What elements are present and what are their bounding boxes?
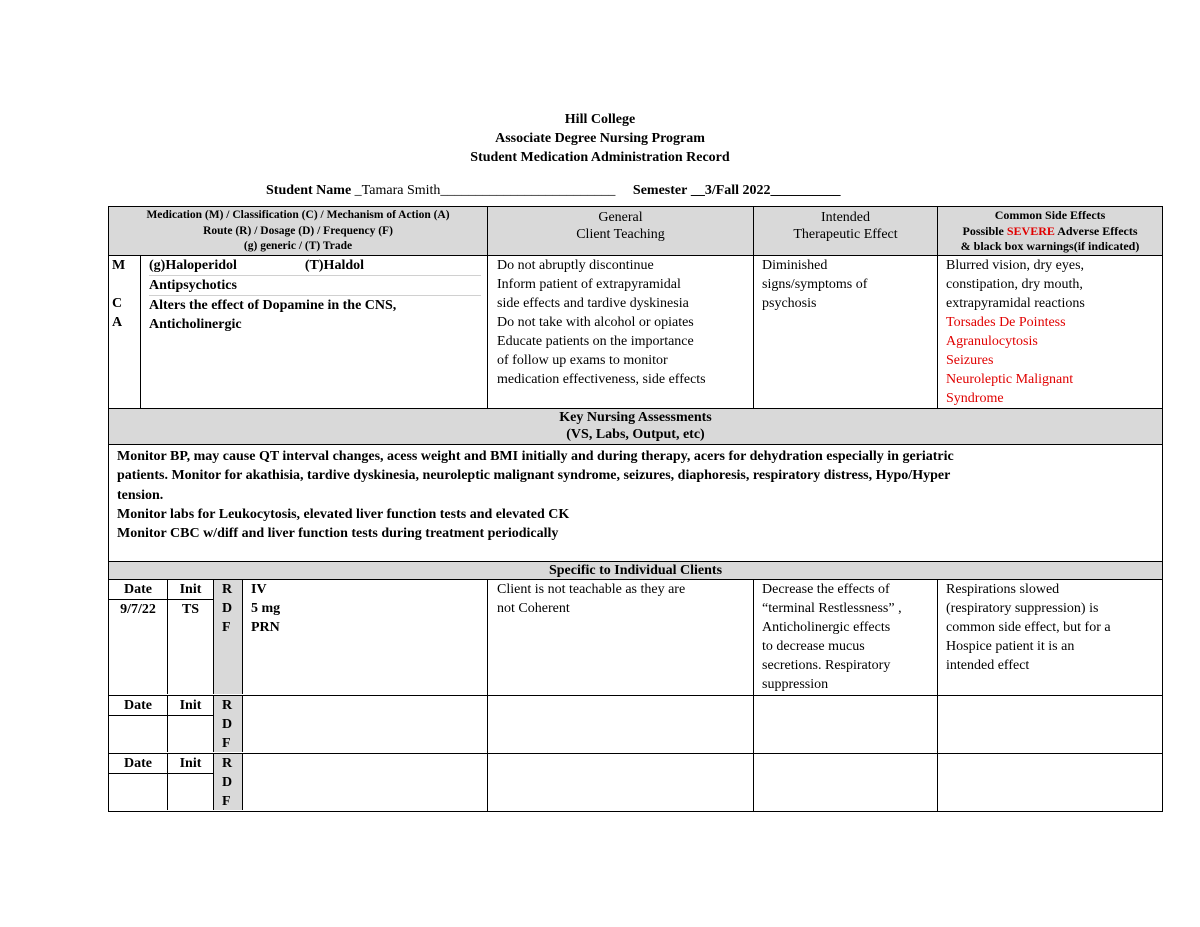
effect-line: “terminal Restlessness” , [762,601,902,616]
letter-a: A [112,315,123,330]
teaching-line: of follow up exams to monitor [497,353,668,368]
dose-value: 5 mg [251,601,281,616]
effect-line: to decrease mucus [762,639,865,654]
trade-name: (T)Haldol [304,258,365,273]
side-effect-line: constipation, dry mouth, [946,277,1083,292]
college-name: Hill College [564,112,636,127]
col-header-side-pre: Possible [962,223,1007,238]
side-line: Hospice patient it is an [946,639,1075,654]
col-header-medication-line2: Route (R) / Dosage (D) / Frequency (F) [203,224,393,237]
date-label: Date [109,696,167,716]
entry-2-side [938,696,1163,754]
entry-1-effect [754,580,938,696]
letter-f: F [222,620,231,635]
student-name-value: _Tamara Smith_________________________ [354,183,616,198]
col-header-side-effects [938,207,1163,256]
teaching-line: Inform patient of extrapyramidal [497,277,681,292]
severe-effect-line: Torsades De Pointess [946,315,1066,330]
rdf-column [214,754,243,810]
effect-line: Anticholinergic effects [762,620,891,635]
severe-effect-line: Seizures [946,353,994,368]
route-dose-freq [243,696,487,752]
teaching-line: side effects and tardive dyskinesia [497,296,689,311]
letter-spacer [112,275,137,294]
assessments-title: Key Nursing Assessments [559,410,712,425]
route-dose-freq [243,754,487,810]
col-header-side-line1: Common Side Effects [994,208,1106,222]
init-value: TS [181,602,200,617]
letter-d: D [222,775,233,790]
route-value: IV [251,582,267,597]
generic-name: (g)Haloperidol [149,258,237,273]
entry-row-2-left [109,696,488,754]
side-line: Respirations slowed [946,582,1060,597]
classification: Antipsychotics [149,276,481,296]
letter-d: D [222,601,233,616]
route-dose-freq [243,580,487,694]
col-header-teaching-line1: General [598,210,643,225]
col-header-side-post: Adverse Effects [1054,223,1138,238]
teaching-line: Do not abruptly discontinue [497,258,654,273]
severe-effect-line: Syndrome [946,391,1004,406]
effect-line: Diminished [762,258,828,273]
letter-r: R [222,698,233,713]
teaching-line: medication effectiveness, side effects [497,372,706,387]
medication-names [149,256,481,276]
date-column [109,580,168,694]
side-line: common side effect, but for a [946,620,1111,635]
freq-value: PRN [251,620,280,635]
teaching-line: not Coherent [497,601,570,616]
col-header-teaching-line2: Client Teaching [576,227,665,242]
client-teaching [488,256,754,409]
entry-row-3-left [109,754,488,812]
semester-label: Semester [632,183,688,198]
col-header-side-line2 [944,224,1156,240]
letter-r: R [222,756,233,771]
entry-3-effect [754,754,938,812]
semester-value: __3/Fall 2022__________ [690,183,841,198]
col-header-teaching [488,207,754,256]
severe-effect-line: Agranulocytosis [946,334,1038,349]
assessments-header [109,409,1163,445]
entry-1-teaching [488,580,754,696]
medication-record-table [108,206,1163,812]
mechanism-line1: Alters the effect of Dopamine in the CNS, [149,298,397,313]
letter-r: R [222,582,233,597]
effect-line: Decrease the effects of [762,582,890,597]
col-header-effect-line1: Intended [821,210,870,225]
severe-effect-line: Neuroleptic Malignant [946,372,1074,387]
init-column [168,580,214,694]
therapeutic-effect [754,256,938,409]
side-effects [938,256,1163,409]
letter-d: D [222,717,233,732]
col-header-medication-line3: (g) generic / (T) Trade [243,240,353,252]
letter-f: F [222,794,231,809]
col-header-medication [109,207,488,256]
date-column [109,754,168,810]
date-label: Date [109,580,167,600]
entry-3-teaching [488,754,754,812]
col-header-medication-line1: Medication (M) / Classification (C) / Mechanism of Action (A) [146,209,450,221]
effect-line: suppression [762,677,829,692]
student-line [266,183,841,199]
form-title: Student Medication Administration Record [470,150,730,165]
mechanism-line2: Anticholinergic [149,317,242,332]
col-header-effect-line2: Therapeutic Effect [793,227,898,242]
letter-f: F [222,736,231,751]
teaching-line: Educate patients on the importance [497,334,694,349]
date-label: Date [109,754,167,774]
side-effect-line: Blurred vision, dry eyes, [946,258,1085,273]
side-line: (respiratory suppression) is [946,601,1099,616]
entry-3-side [938,754,1163,812]
init-label: Init [168,754,213,774]
entry-1-side [938,580,1163,696]
medication-details [141,256,488,409]
entry-2-teaching [488,696,754,754]
side-effect-line: extrapyramidal reactions [946,296,1085,311]
assessment-line: tension. [117,487,164,503]
assessment-line: Monitor labs for Leukocytosis, elevated liver function tests and elevated CK [117,506,570,522]
init-label: Init [168,580,213,600]
specific-header: Specific to Individual Clients [109,562,1163,580]
teaching-line: Do not take with alcohol or opiates [497,315,694,330]
col-header-side-line3: & black box warnings(if indicated) [960,239,1140,253]
date-value: 9/7/22 [120,602,156,617]
assessments-subtitle: (VS, Labs, Output, etc) [566,427,705,442]
col-header-side-severe: SEVERE [1006,223,1055,238]
init-column [168,754,214,810]
letter-m: M [112,258,126,273]
effect-line: secretions. Respiratory [762,658,891,673]
program-name: Associate Degree Nursing Program [495,131,705,146]
rdf-column [214,580,243,694]
col-header-effect [754,207,938,256]
init-column [168,696,214,752]
student-name-label: Student Name [266,183,352,198]
effect-line: psychosis [762,296,817,311]
entry-2-effect [754,696,938,754]
entry-row-1-left [109,580,488,696]
letter-c: C [112,296,123,311]
effect-line: signs/symptoms of [762,277,868,292]
assessment-line: patients. Monitor for akathisia, tardive dyskinesia, neuroleptic malignant syndrome, seizures, diaphoresis, respiratory distress, Hypo/Hyper [117,468,951,484]
assessment-line: Monitor BP, may cause QT interval changes, acess weight and BMI initially and during therapy, acers for dehydration especially in geriatric [117,449,954,464]
assessment-line: Monitor CBC w/diff and liver function tests during treatment periodically [117,526,559,542]
teaching-line: Client is not teachable as they are [497,582,686,597]
init-label: Init [168,696,213,716]
date-column [109,696,168,752]
mca-letters [109,256,141,409]
rdf-column [214,696,243,752]
side-line: intended effect [946,658,1030,673]
assessments-body [109,445,1163,562]
